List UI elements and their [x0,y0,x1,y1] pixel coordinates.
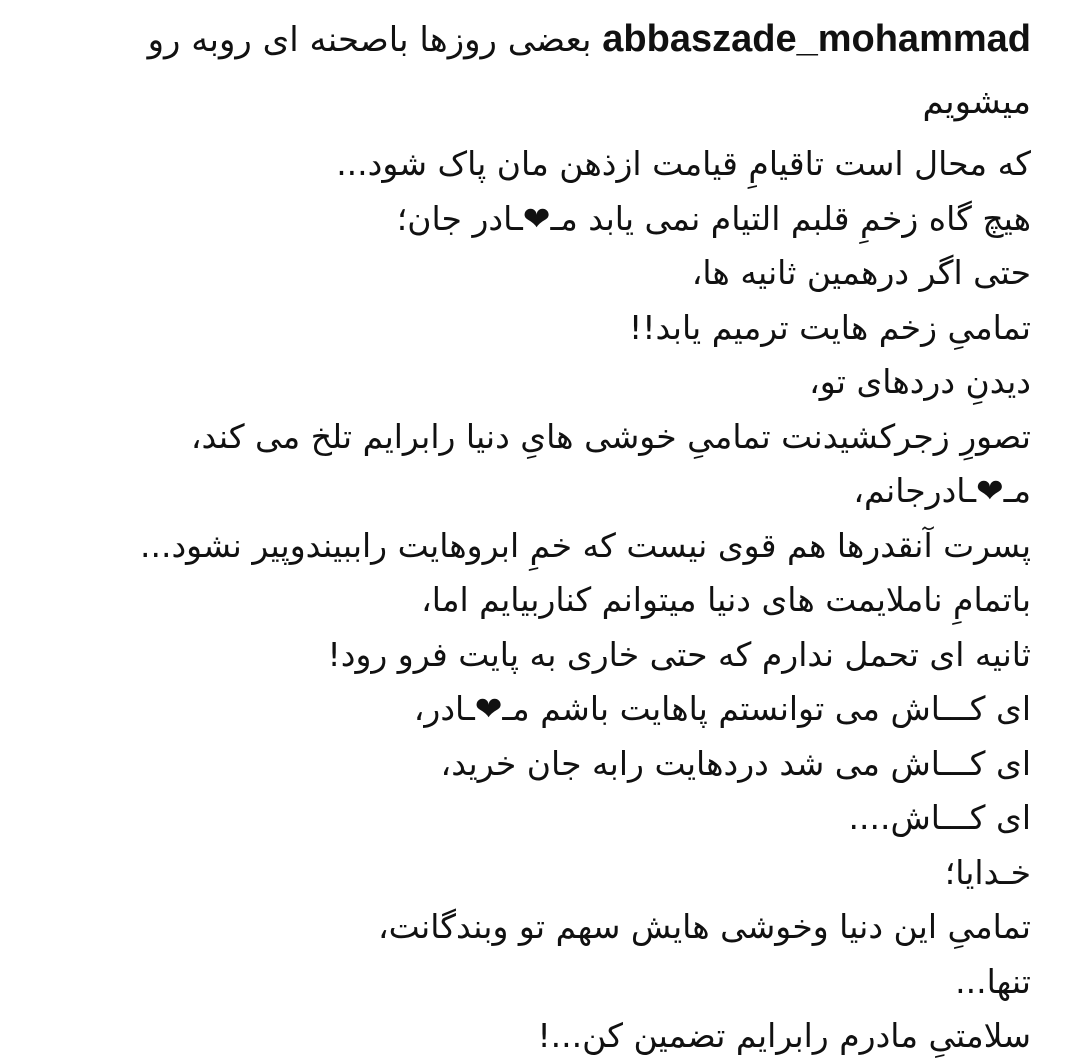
poem-line: ثانیه ای تحمل ندارم که حتی خاری به پایت فرو رود! [327,634,1031,674]
poem-line: دیدنِ دردهای تو، [809,362,1031,401]
poem-line: باتمامِ ناملایمت های دنیا میتوانم کناربیایم اما، [421,580,1031,619]
caption-header [36,8,1031,133]
poem-line: هیچ گاه زخمِ قلبم التیام نمی یابد مـ❤ـادر جان؛ [396,198,1031,238]
poem-line: پسرت آنقدرها هم قوی نیست که خمِ ابروهایت راببیندوپیر نشود... [140,525,1031,565]
poem-line: حتی اگر درهمین ثانیه ها، [691,253,1031,292]
poem-line: سلامتیِ مادرم رابرایم تضمین کن...! [537,1016,1031,1055]
poem-line: ای کـــاش.... [848,798,1031,837]
poem-line: که محال است تاقیامِ قیامت ازذهن مان پاک شود... [336,144,1031,183]
poem-line: تمامیِ زخم هایت ترمیم یابد!! [629,307,1031,347]
poem-line: ای کـــاش می توانستم پاهایت باشم مـ❤ـادر، [413,689,1031,728]
poem-line: مـ❤ـادرجانم، [853,471,1031,510]
poem-line: تنها... [955,961,1031,1001]
poem-line: ای کـــاش می شد دردهایت رابه جان خرید، [440,743,1031,783]
poem-line: تمامیِ این دنیا وخوشی هایش سهم تو وبندگانت، [377,907,1031,946]
caption-first-line: بعضی روزها باصحنه ای روبه رو میشویم [147,20,1031,122]
poem-lines [36,137,1031,1064]
poem-line: خـدایا؛ [944,852,1031,892]
poem-line: تصورِ زجرکشیدنت تمامیِ خوشی هایِ دنیا رابرایم تلخ می کند، [190,416,1031,456]
username-link[interactable]: abbaszade_mohammad [602,18,1031,60]
